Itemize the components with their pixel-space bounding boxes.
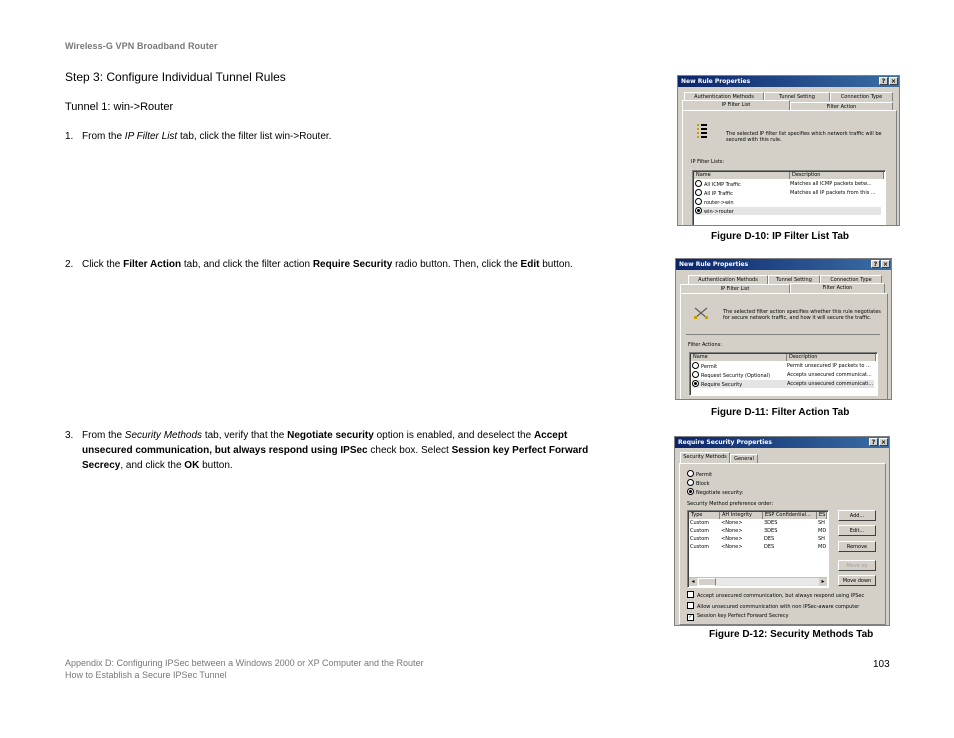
text-run: option is enabled, and deselect the: [373, 430, 534, 441]
instruction-number: 3.: [65, 430, 74, 441]
instruction-text: [82, 129, 595, 144]
list-label: Filter Actions:: [688, 342, 722, 348]
dialog-titlebar: [675, 437, 889, 448]
ip-filter-list[interactable]: [692, 170, 886, 226]
dialog-title: Require Security Properties: [678, 439, 772, 446]
text-run: , and click the: [120, 460, 185, 471]
help-button[interactable]: ?: [871, 260, 880, 268]
scroll-left-icon[interactable]: ◂: [689, 578, 697, 586]
column-header-type[interactable]: Type: [689, 512, 720, 519]
bold-text: Edit: [520, 259, 540, 270]
item-name: win->router: [704, 209, 734, 215]
table-cell: MD: [818, 528, 827, 534]
dialog-title: New Rule Properties: [681, 78, 751, 85]
ip-filter-list-dialog: [677, 75, 900, 226]
running-header: Wireless-G VPN Broadband Router: [65, 41, 218, 51]
item-name: Request Security (Optional): [701, 373, 771, 379]
tab-filter-action[interactable]: Filter Action: [790, 102, 893, 111]
filter-action-list[interactable]: [689, 352, 878, 396]
instruction-text: [82, 257, 595, 272]
bold-text: Accept unsecured communication, but always respond using IPSec: [82, 430, 568, 456]
edit-button[interactable]: Edit...: [838, 525, 876, 536]
list-item[interactable]: [695, 198, 881, 206]
close-button[interactable]: ×: [880, 439, 887, 446]
text-run: From the: [82, 131, 125, 142]
tab-security-methods[interactable]: Security Methods: [680, 452, 730, 463]
security-method-list[interactable]: [687, 510, 829, 588]
column-header-name[interactable]: Name: [691, 354, 787, 361]
help-button[interactable]: ?: [869, 438, 878, 446]
text-run: check box. Select: [367, 445, 452, 456]
instruction-3: [65, 428, 595, 473]
close-button[interactable]: ×: [882, 261, 889, 268]
instruction-number: 2.: [65, 259, 74, 270]
list-item[interactable]: [695, 189, 881, 197]
text-run: tab, click the filter list win->Router.: [177, 131, 332, 142]
item-description: Matches all IP packets from this ...: [790, 190, 876, 196]
page-footer: [65, 657, 424, 681]
bold-text: OK: [184, 460, 200, 471]
checkbox-option-2[interactable]: [687, 613, 789, 621]
text-run: From the: [82, 430, 125, 441]
list-item[interactable]: [695, 180, 881, 188]
table-cell: DES: [764, 544, 775, 550]
bold-text: Session key Perfect Forward Secrecy: [82, 445, 589, 471]
item-name: router->win: [704, 200, 734, 206]
dialog-titlebar: [678, 76, 899, 87]
checkbox-label: Session key Perfect Forward Secrecy: [697, 613, 789, 619]
text-run: Click the: [82, 259, 124, 270]
footer-line-2: How to Establish a Secure IPSec Tunnel: [65, 670, 227, 680]
item-name: Require Security: [701, 382, 743, 388]
table-cell: 3DES: [764, 520, 778, 526]
filter-action-icon: [693, 306, 709, 320]
tab-authentication-methods[interactable]: Authentication Methods: [688, 275, 768, 284]
add-button[interactable]: Add...: [838, 510, 876, 521]
tab-description: The selected IP filter list specifies which network traffic will be secured with this rule.: [726, 131, 882, 143]
table-cell: Custom: [690, 544, 710, 550]
instruction-number: 1.: [65, 131, 74, 142]
option-2[interactable]: [687, 488, 743, 497]
column-header-ah-integrity[interactable]: AH Integrity: [720, 512, 763, 519]
table-cell: <None>: [721, 544, 743, 550]
filter-action-dialog: [675, 258, 892, 400]
item-name: All IP Traffic: [704, 191, 733, 197]
instruction-text: [82, 428, 595, 473]
checkbox[interactable]: [687, 591, 694, 598]
bold-text: Negotiate security: [287, 430, 374, 441]
tab-connection-type[interactable]: Connection Type: [830, 92, 893, 101]
dialog-titlebar: [676, 259, 891, 270]
text-run: tab, and click the filter action: [181, 259, 313, 270]
horizontal-scrollbar[interactable]: [689, 577, 827, 586]
item-name: Permit: [701, 364, 718, 370]
move-up-button[interactable]: Move up: [838, 560, 876, 571]
italic-text: IP Filter List: [124, 131, 178, 142]
tab-filter-action[interactable]: Filter Action: [790, 283, 885, 293]
option-label: Negotiate security:: [696, 490, 744, 496]
scroll-right-icon[interactable]: ▸: [819, 578, 827, 586]
column-header-esp-confidentiality[interactable]: ESP Confidential...: [763, 512, 817, 519]
tab-authentication-methods[interactable]: Authentication Methods: [684, 92, 764, 101]
bold-text: Require Security: [312, 259, 393, 270]
column-header-name[interactable]: Name: [694, 172, 790, 179]
preference-label: Security Method preference order:: [687, 501, 774, 507]
separator: [686, 334, 880, 335]
text-run: button.: [539, 259, 573, 270]
column-header-description[interactable]: Description: [790, 172, 884, 179]
checkbox-option-0[interactable]: [687, 591, 864, 600]
item-description: Matches all ICMP packets betw...: [790, 181, 872, 187]
close-button[interactable]: ×: [890, 78, 897, 85]
column-header-esp-integrity[interactable]: ES: [819, 512, 826, 518]
list-label: IP Filter Lists:: [691, 159, 725, 165]
option-label: Permit: [696, 472, 713, 478]
table-cell: DES: [764, 536, 775, 542]
list-item[interactable]: [692, 380, 874, 388]
tab-ip-filter-list[interactable]: IP Filter List: [680, 284, 790, 293]
tab-general[interactable]: General: [730, 454, 758, 463]
radio-button[interactable]: [695, 207, 702, 214]
checkbox-label: Accept unsecured communication, but always respond using IPSec: [697, 593, 865, 599]
bold-text: Filter Action: [123, 259, 182, 270]
radio-button[interactable]: [687, 470, 694, 477]
figure-d12-caption: Figure D-12: Security Methods Tab: [709, 629, 874, 640]
list-item[interactable]: [692, 362, 874, 370]
instruction-1: [65, 129, 595, 144]
table-cell: SH: [818, 536, 825, 542]
text-run: button.: [199, 460, 233, 471]
table-cell: 3DES: [764, 528, 778, 534]
item-description: Accepts unsecured communicati...: [787, 381, 874, 387]
step-title: Step 3: Configure Individual Tunnel Rules: [65, 70, 286, 84]
column-header-description[interactable]: Description: [787, 354, 876, 361]
dialog-title: New Rule Properties: [679, 261, 749, 268]
security-methods-dialog: [674, 436, 890, 626]
item-name: All ICMP Traffic: [704, 182, 741, 188]
table-cell: Custom: [690, 528, 710, 534]
table-cell: Custom: [690, 520, 710, 526]
item-description: Permit unsecured IP packets to ...: [787, 363, 871, 369]
radio-button[interactable]: [695, 180, 702, 187]
text-run: tab, verify that the: [202, 430, 288, 441]
radio-button[interactable]: [692, 380, 699, 387]
tab-ip-filter-list[interactable]: IP Filter List: [682, 100, 790, 110]
table-cell: MD: [818, 544, 827, 550]
checkbox[interactable]: [687, 602, 694, 609]
tab-tunnel-setting[interactable]: Tunnel Setting: [768, 275, 820, 284]
remove-button[interactable]: Remove: [838, 541, 876, 552]
option-0[interactable]: [687, 470, 712, 479]
item-description: Accepts unsecured communicat...: [787, 372, 872, 378]
scroll-thumb[interactable]: [698, 578, 716, 586]
table-cell: <None>: [721, 520, 743, 526]
figure-d11-caption: Figure D-11: Filter Action Tab: [711, 407, 850, 418]
list-item[interactable]: [695, 207, 881, 215]
radio-button[interactable]: [692, 371, 699, 378]
italic-text: Security Methods: [124, 430, 203, 441]
table-cell: Custom: [690, 536, 710, 542]
radio-button[interactable]: [687, 479, 694, 486]
tunnel-title: Tunnel 1: win->Router: [65, 101, 174, 113]
move-down-button[interactable]: Move down: [838, 575, 876, 586]
radio-button[interactable]: [695, 189, 702, 196]
checkbox[interactable]: ✓: [688, 614, 693, 620]
table-cell: <None>: [721, 536, 743, 542]
instruction-2: [65, 257, 595, 272]
figure-d10-caption: Figure D-10: IP Filter List Tab: [711, 231, 849, 242]
option-1[interactable]: [687, 479, 710, 488]
checkbox-label: Allow unsecured communication with non IPSec-aware computer: [697, 604, 860, 610]
text-run: radio button. Then, click the: [392, 259, 521, 270]
option-label: Block: [696, 481, 710, 487]
radio-button[interactable]: [687, 488, 694, 495]
list-item[interactable]: [692, 371, 874, 379]
radio-button[interactable]: [695, 198, 702, 205]
checkbox-option-1[interactable]: [687, 602, 859, 611]
table-cell: <None>: [721, 528, 743, 534]
radio-button[interactable]: [692, 362, 699, 369]
tab-connection-type[interactable]: Connection Type: [820, 275, 882, 284]
filter-list-icon: [696, 123, 708, 139]
help-button[interactable]: ?: [879, 77, 888, 85]
table-cell: SH: [818, 520, 825, 526]
page-number: 103: [873, 659, 890, 670]
footer-line-1: Appendix D: Configuring IPSec between a Windows 2000 or XP Computer and the Router: [65, 658, 424, 668]
tab-tunnel-setting[interactable]: Tunnel Setting: [764, 92, 830, 101]
tab-description: The selected filter action specifies whether this rule negotiates for secure network traffic, and how it will secure the traffic.: [723, 309, 881, 321]
